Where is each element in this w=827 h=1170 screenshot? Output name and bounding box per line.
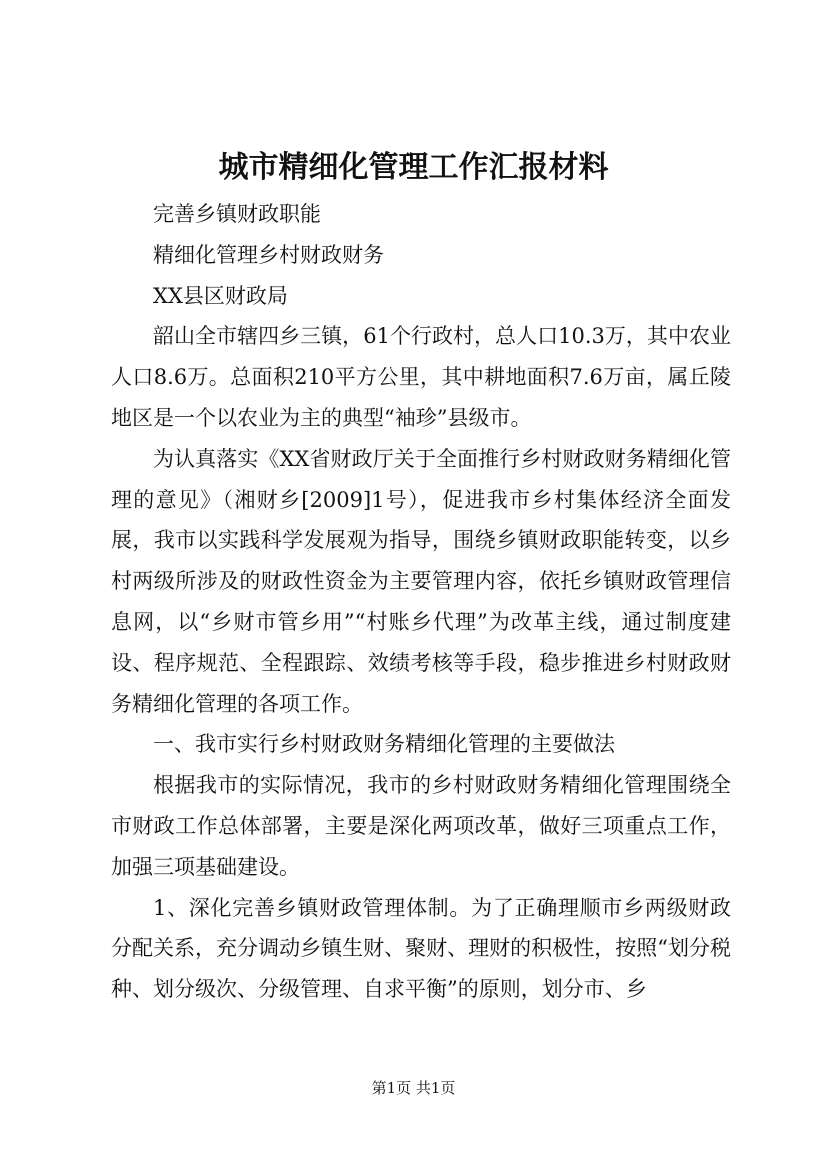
paragraph-overview: 韶山全市辖四乡三镇，61个行政村，总人口10.3万，其中农业人口8.6万。总面积210平方公里，其中耕地面积7.6万亩，属丘陵地区是一个以农业为主的典型“袖珍”县级市。: [111, 324, 731, 430]
paragraph-situation: 根据我市的实际情况，我市的乡村财政财务精细化管理围绕全市财政工作总体部署，主要是深化两项改革，做好三项重点工作，加强三项基础建设。: [111, 773, 731, 879]
paragraph-author: XX县区财政局: [153, 283, 288, 308]
document-title: 城市精细化管理工作汇报材料: [218, 150, 609, 185]
section-heading-1: 一、我市实行乡村财政财务精细化管理的主要做法: [153, 732, 615, 757]
page-footer: 第1页 共1页: [371, 1079, 456, 1097]
paragraph-implementation: 为认真落实《XX省财政厅关于全面推行乡村财政财务精细化管理的意见》（湘财乡[2009]1号），促进我市乡村集体经济全面发展，我市以实践科学发展观为指导，围绕乡镇财政职能转变，以乡村两级所涉及的财政性资金为主要管理内容，依托乡镇财政管理信息网，以“乡财市管乡用”“村账乡代理”为改革主线，通过制度建设、程序规范、全程跟踪、效绩考核等手段，稳步推进乡村财政财务精细化管理的各项工作。: [111, 446, 731, 716]
paragraph-subtitle-1: 完善乡镇财政职能: [153, 202, 321, 226]
paragraph-subtitle-2: 精细化管理乡村财政财务: [153, 242, 384, 267]
paragraph-item-1: 1、深化完善乡镇财政管理体制。为了正确理顺市乡两级财政分配关系，充分调动乡镇生财、聚财、理财的积极性，按照“划分税种、划分级次、分级管理、自求平衡”的原则，划分市、乡: [111, 895, 731, 1002]
document-body: [111, 194, 731, 1010]
